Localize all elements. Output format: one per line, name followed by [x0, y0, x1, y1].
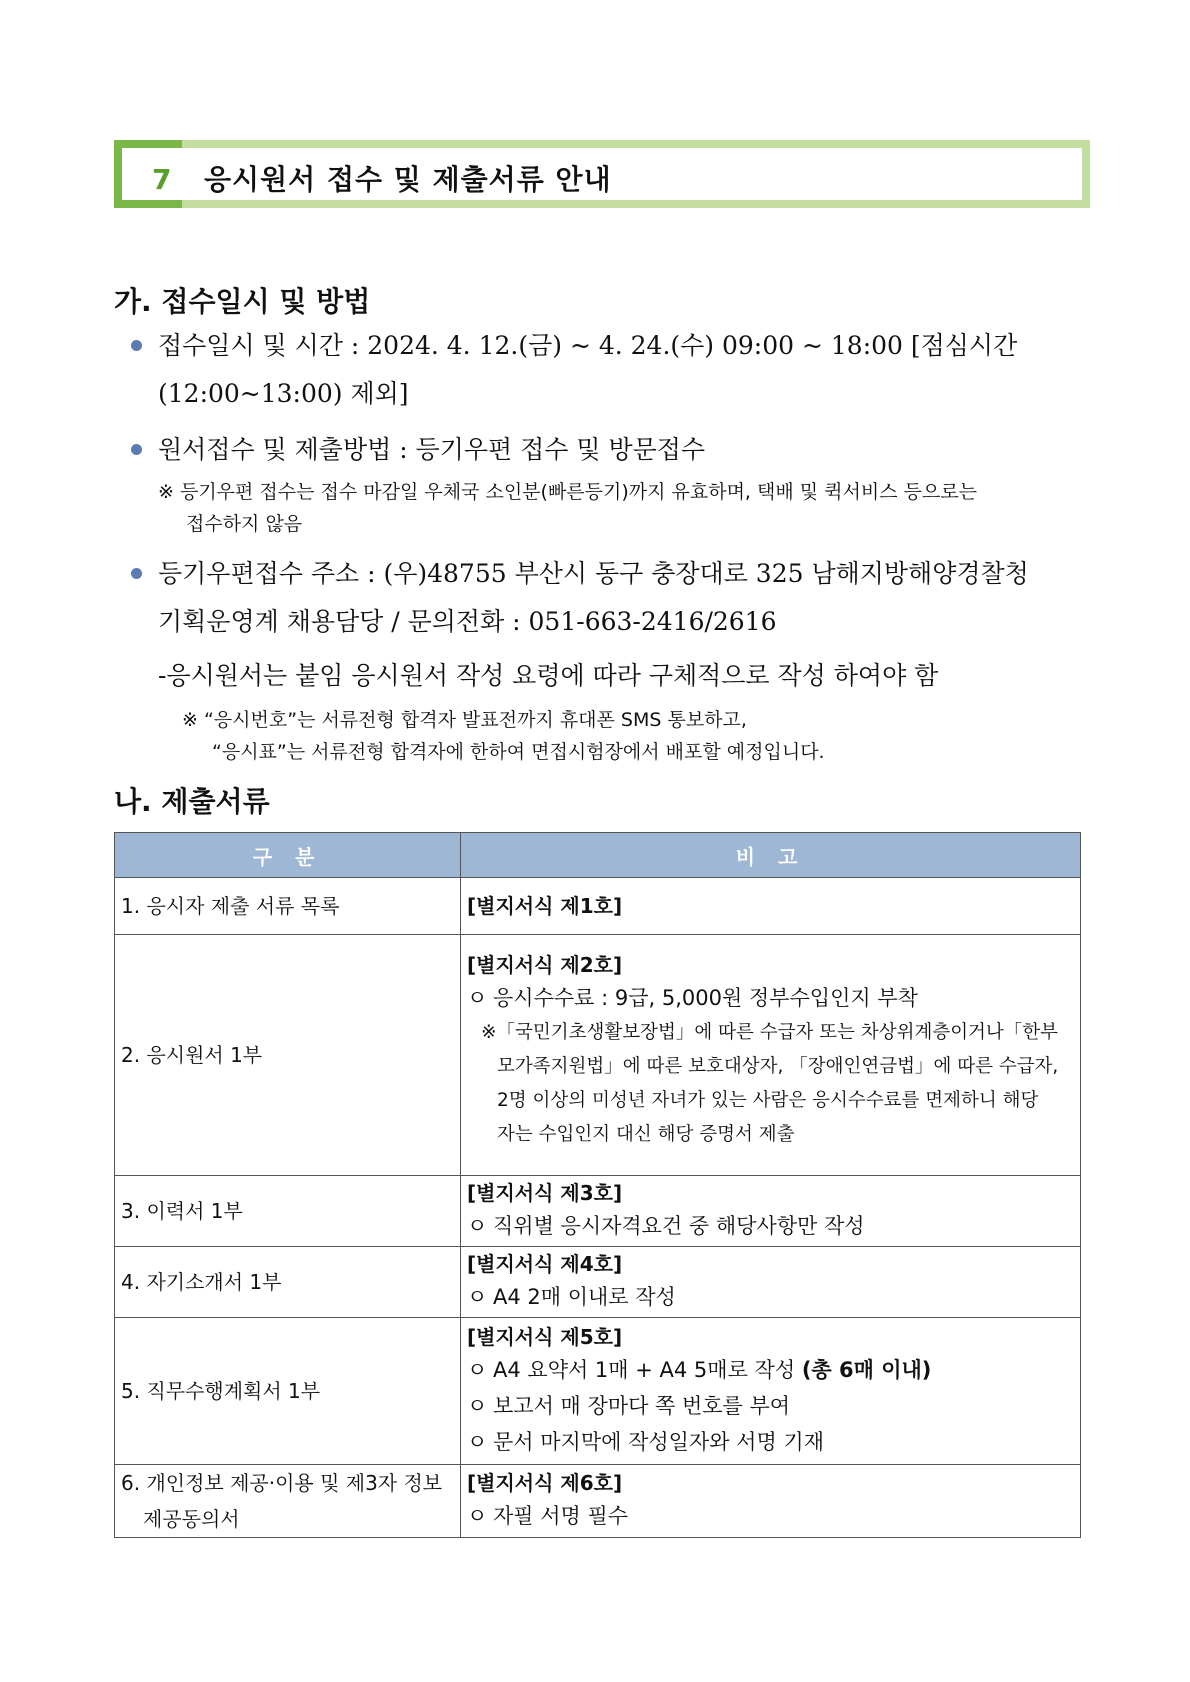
bullet-circle-icon: ㅇ [467, 1358, 488, 1382]
row-remarks [461, 1247, 1081, 1318]
row-category-line-2: 제공동의서 [143, 1507, 240, 1531]
list-item [467, 980, 1080, 1016]
list-item [467, 1424, 1080, 1460]
row-remarks [461, 878, 1081, 935]
form-reference: [별지서식 제6호] [467, 1471, 623, 1495]
list-item [467, 1279, 1080, 1315]
bullet-circle-icon: ㅇ [467, 1285, 488, 1309]
table-row [115, 935, 1081, 1176]
schedule-line-1: 접수일시 및 시간 : 2024. 4. 12.(금) ~ 4. 24.(수) 09:00 ~ 18:00 [점심시간 [158, 331, 1018, 360]
row-category: 4. 자기소개서 1부 [115, 1247, 461, 1318]
row-remarks [461, 1465, 1081, 1538]
row-category: 1. 응시자 제출 서류 목록 [115, 878, 461, 935]
notice-line-2: “응시표”는 서류전형 합격자에 한하여 면접시험장에서 배포할 예정입니다. [212, 741, 825, 763]
bullet-dot-icon [131, 568, 142, 579]
bullet-dot-icon [131, 340, 142, 351]
page-limit-note: (총 6매 이내) [801, 1358, 932, 1382]
list-item [467, 1208, 1080, 1244]
row-category: 3. 이력서 1부 [115, 1176, 461, 1247]
bullet-circle-icon: ㅇ [467, 986, 488, 1010]
method-note-line-2: 접수하지 않음 [186, 513, 303, 535]
form-reference: [별지서식 제1호] [467, 894, 623, 918]
item-text: 직위별 응시자격요건 중 해당사항만 작성 [493, 1214, 865, 1238]
form-reference: [별지서식 제5호] [467, 1325, 623, 1349]
table-row [115, 1247, 1081, 1318]
address-line-2: 기획운영계 채용담당 / 문의전화 : 051-663-2416/2616 [158, 607, 777, 636]
subheading-b: 나. 제출서류 [114, 785, 270, 818]
row-category: 2. 응시원서 1부 [115, 935, 461, 1176]
notice-line-1: ※ “응시번호”는 서류전형 합격자 발표전까지 휴대폰 SMS 통보하고, [182, 709, 747, 731]
fee-exemption-note-1: ※「국민기초생활보장법」에 따른 수급자 또는 차상위계층이거나「한부 [481, 1022, 1059, 1043]
item-text: 문서 마지막에 작성일자와 서명 기재 [493, 1430, 824, 1454]
item-text: 자필 서명 필수 [493, 1504, 629, 1528]
section-header [114, 140, 1090, 208]
bullet-dot-icon [131, 444, 142, 455]
method-note-line-1: ※ 등기우편 접수는 접수 마감일 우체국 소인분(빠른등기)까지 유효하며, 택배 및 퀵서비스 등으로는 [158, 481, 978, 503]
address-line-1: 등기우편접수 주소 : (우)48755 부산시 동구 충장대로 325 남해지방해양경찰청 [158, 559, 1029, 588]
item-text: A4 2매 이내로 작성 [493, 1285, 676, 1309]
section-number: 7 [152, 163, 172, 196]
form-reference: [별지서식 제3호] [467, 1181, 623, 1205]
row-remarks [461, 1176, 1081, 1247]
table-row [115, 1465, 1081, 1538]
item-text: A4 요약서 1매 + A4 5매로 작성 [493, 1358, 796, 1382]
section-title: 응시원서 접수 및 제출서류 안내 [204, 163, 612, 196]
bullet-circle-icon: ㅇ [467, 1430, 488, 1454]
table-row [115, 1318, 1081, 1465]
table-header-category: 구 분 [115, 833, 461, 878]
table-row [115, 878, 1081, 935]
bullet-circle-icon: ㅇ [467, 1504, 488, 1528]
form-reference: [별지서식 제4호] [467, 1252, 623, 1276]
fee-exemption-note-3: 2명 이상의 미성년 자녀가 있는 사람은 응시수수료를 면제하니 해당 [497, 1090, 1039, 1111]
list-item [467, 1352, 1080, 1388]
bullet-circle-icon: ㅇ [467, 1394, 488, 1418]
method-line: 원서접수 및 제출방법 : 등기우편 접수 및 방문접수 [158, 435, 706, 464]
table-header-remarks: 비 고 [461, 833, 1081, 878]
list-item [467, 1498, 1080, 1534]
bullet-circle-icon: ㅇ [467, 1214, 488, 1238]
fee-exemption-note-2: 모가족지원법」에 따른 보호대상자, 「장애인연금법」에 따른 수급자, [497, 1056, 1059, 1077]
schedule-line-2: (12:00~13:00) 제외] [158, 379, 409, 408]
fee-exemption-note-4: 자는 수입인지 대신 해당 증명서 제출 [497, 1124, 795, 1145]
subheading-a: 가. 접수일시 및 방법 [114, 285, 371, 318]
section-header-inner [122, 148, 1082, 200]
row-category-line-1: 6. 개인정보 제공·이용 및 제3자 정보 [121, 1471, 443, 1495]
row-remarks [461, 1318, 1081, 1465]
table-row [115, 1176, 1081, 1247]
item-text: 응시수수료 : 9급, 5,000원 정부수입인지 부착 [493, 986, 918, 1010]
table-header-row [115, 833, 1081, 878]
row-remarks [461, 935, 1081, 1176]
list-item [467, 1388, 1080, 1424]
documents-table [114, 832, 1081, 1538]
write-rule: -응시원서는 붙임 응시원서 작성 요령에 따라 구체적으로 작성 하여야 함 [158, 661, 939, 690]
row-category [115, 1465, 461, 1538]
form-reference: [별지서식 제2호] [467, 953, 623, 977]
row-category: 5. 직무수행계획서 1부 [115, 1318, 461, 1465]
item-text: 보고서 매 장마다 쪽 번호를 부여 [493, 1394, 791, 1418]
